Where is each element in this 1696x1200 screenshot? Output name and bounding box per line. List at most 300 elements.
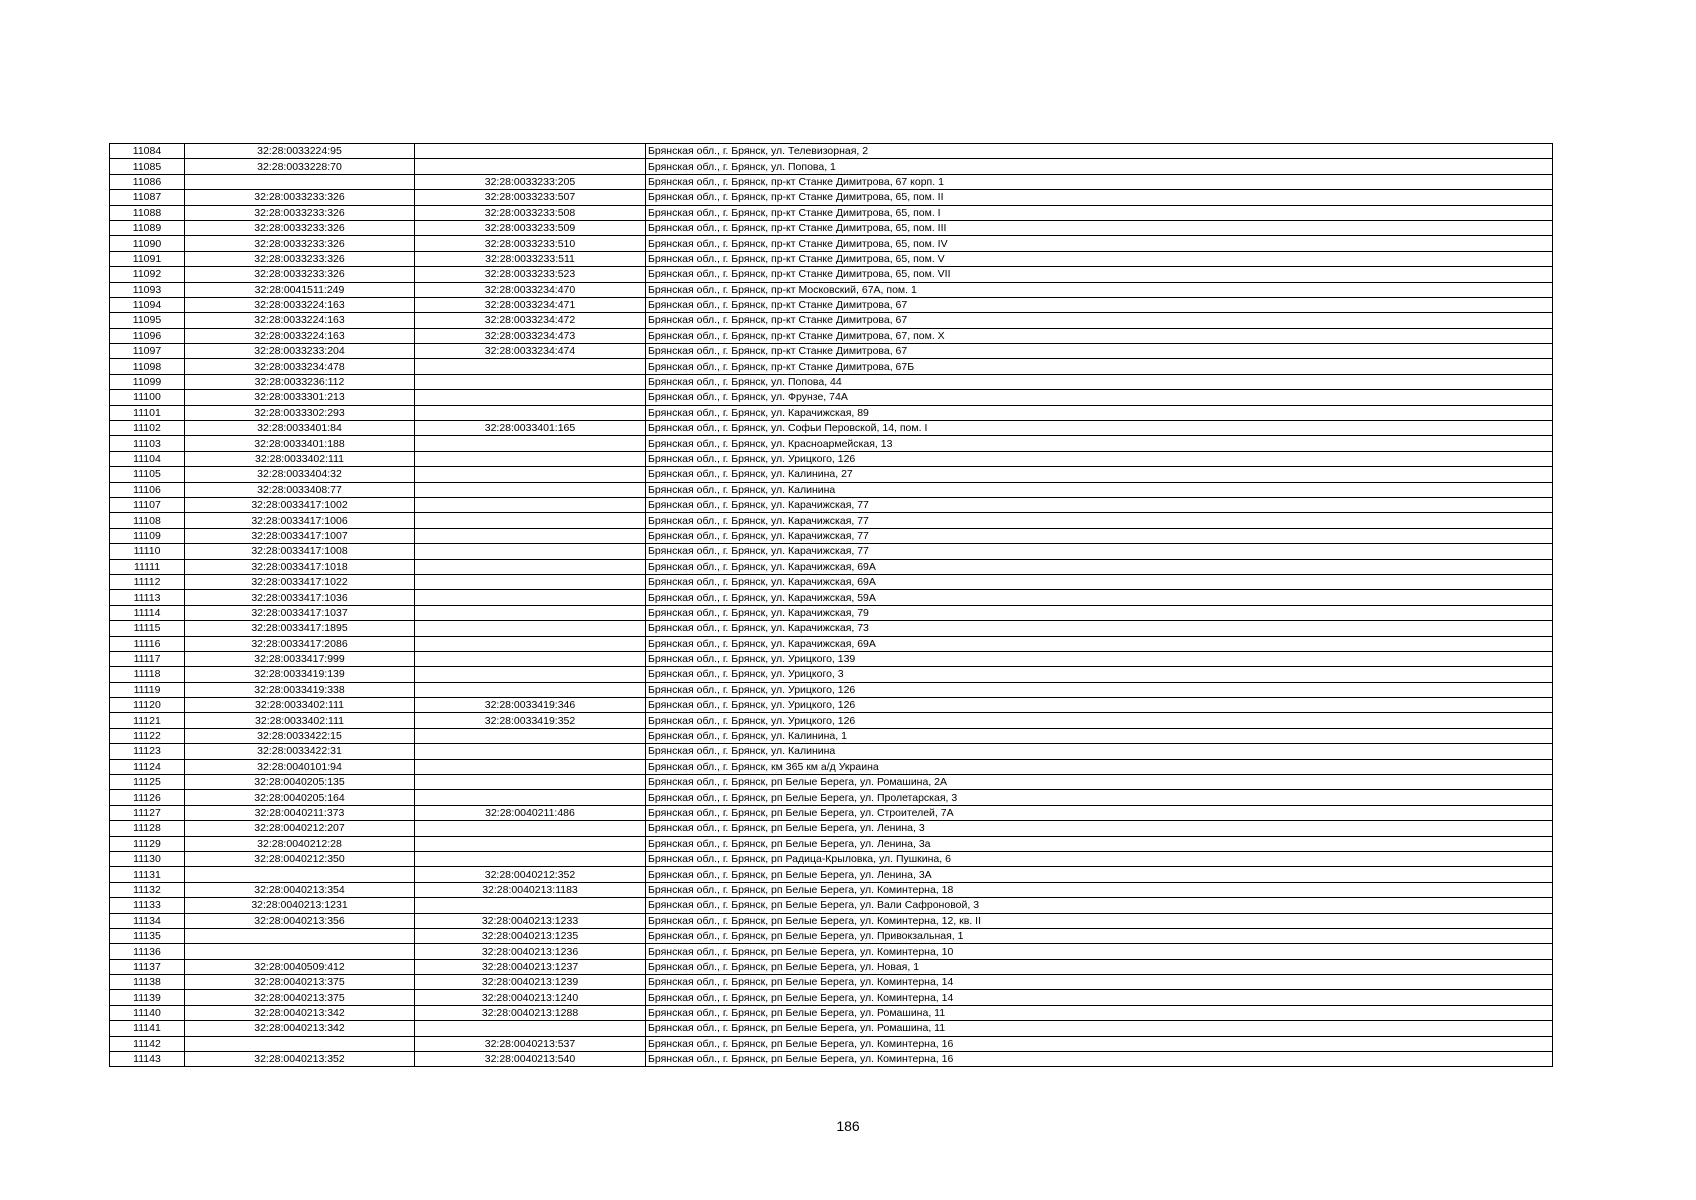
table-row [110, 898, 1553, 913]
table-row [110, 867, 1553, 882]
row-number-cell: 11112 [110, 574, 185, 589]
table-row [110, 405, 1553, 420]
table-row [110, 928, 1553, 943]
object-cadastral-number-cell: 32:28:0033234:473 [415, 328, 646, 343]
object-cadastral-number-cell [415, 405, 646, 420]
row-number-cell: 11134 [110, 913, 185, 928]
object-cadastral-number-cell: 32:28:0033233:509 [415, 220, 646, 235]
cadastral-number-cell: 32:28:0033301:213 [185, 390, 415, 405]
cadastral-number-cell: 32:28:0033422:31 [185, 744, 415, 759]
object-cadastral-number-cell [415, 482, 646, 497]
address-cell: Брянская обл., г. Брянск, рп Белые Берега, ул. Ромашина, 2А [646, 775, 1553, 790]
table-row [110, 313, 1553, 328]
table-row [110, 1021, 1553, 1036]
table-row [110, 174, 1553, 189]
object-cadastral-number-cell: 32:28:0040213:1233 [415, 913, 646, 928]
table-row [110, 205, 1553, 220]
cadastral-number-cell: 32:28:0040213:375 [185, 990, 415, 1005]
address-cell: Брянская обл., г. Брянск, ул. Урицкого, 126 [646, 713, 1553, 728]
address-cell: Брянская обл., г. Брянск, ул. Урицкого, 3 [646, 667, 1553, 682]
row-number-cell: 11129 [110, 836, 185, 851]
object-cadastral-number-cell [415, 605, 646, 620]
cadastral-number-cell: 32:28:0040212:28 [185, 836, 415, 851]
table-row [110, 467, 1553, 482]
address-cell: Брянская обл., г. Брянск, рп Белые Берега, ул. Ромашина, 11 [646, 1021, 1553, 1036]
object-cadastral-number-cell: 32:28:0040213:1240 [415, 990, 646, 1005]
row-number-cell: 11092 [110, 267, 185, 282]
object-cadastral-number-cell: 32:28:0040213:1236 [415, 944, 646, 959]
row-number-cell: 11116 [110, 636, 185, 651]
row-number-cell: 11099 [110, 374, 185, 389]
object-cadastral-number-cell [415, 497, 646, 512]
row-number-cell: 11123 [110, 744, 185, 759]
object-cadastral-number-cell [415, 775, 646, 790]
row-number-cell: 11096 [110, 328, 185, 343]
row-number-cell: 11138 [110, 975, 185, 990]
table-row [110, 913, 1553, 928]
object-cadastral-number-cell [415, 528, 646, 543]
object-cadastral-number-cell [415, 682, 646, 697]
object-cadastral-number-cell: 32:28:0040213:1183 [415, 882, 646, 897]
row-number-cell: 11137 [110, 959, 185, 974]
cadastral-number-cell: 32:28:0033233:326 [185, 236, 415, 251]
object-cadastral-number-cell: 32:28:0033234:474 [415, 344, 646, 359]
table-row [110, 698, 1553, 713]
address-cell: Брянская обл., г. Брянск, ул. Софьи Перовской, 14, пом. I [646, 421, 1553, 436]
table-row [110, 975, 1553, 990]
table-row [110, 1036, 1553, 1051]
object-cadastral-number-cell: 32:28:0033233:523 [415, 267, 646, 282]
address-cell: Брянская обл., г. Брянск, ул. Калинина, 27 [646, 467, 1553, 482]
table-row [110, 636, 1553, 651]
table-row [110, 513, 1553, 528]
table-row [110, 374, 1553, 389]
cadastral-number-cell: 32:28:0040212:207 [185, 821, 415, 836]
row-number-cell: 11098 [110, 359, 185, 374]
cadastral-number-cell: 32:28:0033233:204 [185, 344, 415, 359]
cadastral-number-cell: 32:28:0033419:338 [185, 682, 415, 697]
object-cadastral-number-cell [415, 451, 646, 466]
cadastral-number-cell: 32:28:0040213:352 [185, 1052, 415, 1067]
row-number-cell: 11097 [110, 344, 185, 359]
object-cadastral-number-cell: 32:28:0033233:511 [415, 251, 646, 266]
address-cell: Брянская обл., г. Брянск, рп Белые Берега, ул. Ленина, 3А [646, 867, 1553, 882]
object-cadastral-number-cell [415, 544, 646, 559]
table-row [110, 959, 1553, 974]
address-cell: Брянская обл., г. Брянск, рп Белые Берега, ул. Коминтерна, 18 [646, 882, 1553, 897]
row-number-cell: 11102 [110, 421, 185, 436]
row-number-cell: 11088 [110, 205, 185, 220]
object-cadastral-number-cell [415, 636, 646, 651]
cadastral-number-cell: 32:28:0040509:412 [185, 959, 415, 974]
table-row [110, 236, 1553, 251]
row-number-cell: 11085 [110, 159, 185, 174]
row-number-cell: 11105 [110, 467, 185, 482]
object-cadastral-number-cell: 32:28:0040211:486 [415, 805, 646, 820]
table-row [110, 790, 1553, 805]
address-cell: Брянская обл., г. Брянск, ул. Карачижская, 77 [646, 497, 1553, 512]
address-cell: Брянская обл., г. Брянск, ул. Карачижская, 59А [646, 590, 1553, 605]
row-number-cell: 11095 [110, 313, 185, 328]
object-cadastral-number-cell: 32:28:0033234:470 [415, 282, 646, 297]
address-cell: Брянская обл., г. Брянск, рп Белые Берега, ул. Коминтерна, 14 [646, 975, 1553, 990]
address-cell: Брянская обл., г. Брянск, ул. Урицкого, 126 [646, 682, 1553, 697]
object-cadastral-number-cell [415, 790, 646, 805]
table-row [110, 1052, 1553, 1067]
table-row [110, 990, 1553, 1005]
cadastral-number-cell: 32:28:0033417:1002 [185, 497, 415, 512]
row-number-cell: 11108 [110, 513, 185, 528]
row-number-cell: 11110 [110, 544, 185, 559]
address-cell: Брянская обл., г. Брянск, ул. Карачижская, 79 [646, 605, 1553, 620]
address-cell: Брянская обл., г. Брянск, рп Белые Берега, ул. Строителей, 7А [646, 805, 1553, 820]
table-row [110, 728, 1553, 743]
row-number-cell: 11130 [110, 851, 185, 866]
row-number-cell: 11106 [110, 482, 185, 497]
table-row [110, 667, 1553, 682]
cadastral-number-cell: 32:28:0040213:356 [185, 913, 415, 928]
table-row [110, 297, 1553, 312]
table-row [110, 220, 1553, 235]
table-row [110, 574, 1553, 589]
cadastral-number-cell: 32:28:0033417:1018 [185, 559, 415, 574]
address-cell: Брянская обл., г. Брянск, рп Белые Берега, ул. Новая, 1 [646, 959, 1553, 974]
address-cell: Брянская обл., г. Брянск, рп Белые Берега, ул. Вали Сафроновой, 3 [646, 898, 1553, 913]
table-row [110, 944, 1553, 959]
cadastral-number-cell [185, 944, 415, 959]
row-number-cell: 11114 [110, 605, 185, 620]
address-cell: Брянская обл., г. Брянск, рп Белые Берега, ул. Коминтерна, 16 [646, 1036, 1553, 1051]
table-row [110, 821, 1553, 836]
object-cadastral-number-cell [415, 467, 646, 482]
row-number-cell: 11109 [110, 528, 185, 543]
address-cell: Брянская обл., г. Брянск, пр-кт Московский, 67А, пом. 1 [646, 282, 1553, 297]
row-number-cell: 11132 [110, 882, 185, 897]
cadastral-number-cell: 32:28:0033233:326 [185, 205, 415, 220]
cadastral-number-cell: 32:28:0040213:1231 [185, 898, 415, 913]
table-row [110, 651, 1553, 666]
address-cell: Брянская обл., г. Брянск, рп Белые Берега, ул. Коминтерна, 16 [646, 1052, 1553, 1067]
object-cadastral-number-cell [415, 821, 646, 836]
object-cadastral-number-cell [415, 744, 646, 759]
table-row [110, 559, 1553, 574]
row-number-cell: 11107 [110, 497, 185, 512]
object-cadastral-number-cell: 32:28:0033233:205 [415, 174, 646, 189]
address-cell: Брянская обл., г. Брянск, ул. Попова, 44 [646, 374, 1553, 389]
table-row [110, 421, 1553, 436]
object-cadastral-number-cell: 32:28:0040213:1288 [415, 1005, 646, 1020]
address-cell: Брянская обл., г. Брянск, ул. Урицкого, 126 [646, 698, 1553, 713]
address-cell: Брянская обл., г. Брянск, ул. Карачижская, 77 [646, 528, 1553, 543]
cadastral-number-cell: 32:28:0033417:1895 [185, 621, 415, 636]
address-cell: Брянская обл., г. Брянск, ул. Карачижская, 69А [646, 559, 1553, 574]
address-cell: Брянская обл., г. Брянск, рп Белые Берега, ул. Ленина, 3 [646, 821, 1553, 836]
address-cell: Брянская обл., г. Брянск, ул. Калинина [646, 744, 1553, 759]
object-cadastral-number-cell: 32:28:0033419:346 [415, 698, 646, 713]
row-number-cell: 11124 [110, 759, 185, 774]
address-cell: Брянская обл., г. Брянск, ул. Урицкого, 139 [646, 651, 1553, 666]
cadastral-number-cell: 32:28:0033302:293 [185, 405, 415, 420]
cadastral-number-cell [185, 928, 415, 943]
cadastral-number-cell: 32:28:0033224:163 [185, 328, 415, 343]
object-cadastral-number-cell [415, 574, 646, 589]
table-row [110, 282, 1553, 297]
address-cell: Брянская обл., г. Брянск, пр-кт Станке Димитрова, 65, пом. VII [646, 267, 1553, 282]
cadastral-number-cell: 32:28:0040101:94 [185, 759, 415, 774]
object-cadastral-number-cell [415, 590, 646, 605]
table-row [110, 744, 1553, 759]
cadastral-number-cell: 32:28:0040205:164 [185, 790, 415, 805]
row-number-cell: 11118 [110, 667, 185, 682]
table-row [110, 251, 1553, 266]
records-table-body [110, 144, 1553, 1067]
address-cell: Брянская обл., г. Брянск, ул. Карачижская, 73 [646, 621, 1553, 636]
row-number-cell: 11139 [110, 990, 185, 1005]
cadastral-number-cell: 32:28:0041511:249 [185, 282, 415, 297]
table-row [110, 436, 1553, 451]
table-row [110, 267, 1553, 282]
cadastral-number-cell: 32:28:0033234:478 [185, 359, 415, 374]
cadastral-number-cell [185, 867, 415, 882]
address-cell: Брянская обл., г. Брянск, км 365 км а/д Украина [646, 759, 1553, 774]
table-row [110, 359, 1553, 374]
row-number-cell: 11126 [110, 790, 185, 805]
row-number-cell: 11127 [110, 805, 185, 820]
row-number-cell: 11128 [110, 821, 185, 836]
cadastral-number-cell: 32:28:0033417:2086 [185, 636, 415, 651]
cadastral-number-cell: 32:28:0033417:1022 [185, 574, 415, 589]
cadastral-number-cell: 32:28:0033401:188 [185, 436, 415, 451]
address-cell: Брянская обл., г. Брянск, рп Белые Берега, ул. Коминтерна, 10 [646, 944, 1553, 959]
cadastral-number-cell: 32:28:0033408:77 [185, 482, 415, 497]
row-number-cell: 11122 [110, 728, 185, 743]
address-cell: Брянская обл., г. Брянск, пр-кт Станке Димитрова, 65, пом. II [646, 190, 1553, 205]
cadastral-number-cell: 32:28:0040211:373 [185, 805, 415, 820]
object-cadastral-number-cell [415, 359, 646, 374]
address-cell: Брянская обл., г. Брянск, пр-кт Станке Димитрова, 65, пом. III [646, 220, 1553, 235]
address-cell: Брянская обл., г. Брянск, рп Белые Берега, ул. Коминтерна, 12, кв. II [646, 913, 1553, 928]
object-cadastral-number-cell: 32:28:0033419:352 [415, 713, 646, 728]
address-cell: Брянская обл., г. Брянск, рп Белые Берега, ул. Ромашина, 11 [646, 1005, 1553, 1020]
table-row [110, 851, 1553, 866]
cadastral-number-cell: 32:28:0033417:999 [185, 651, 415, 666]
address-cell: Брянская обл., г. Брянск, ул. Карачижская, 89 [646, 405, 1553, 420]
address-cell: Брянская обл., г. Брянск, ул. Телевизорная, 2 [646, 144, 1553, 159]
row-number-cell: 11111 [110, 559, 185, 574]
cadastral-number-cell: 32:28:0040212:350 [185, 851, 415, 866]
address-cell: Брянская обл., г. Брянск, ул. Карачижская, 69А [646, 636, 1553, 651]
cadastral-number-cell: 32:28:0033417:1036 [185, 590, 415, 605]
table-row [110, 390, 1553, 405]
address-cell: Брянская обл., г. Брянск, пр-кт Станке Димитрова, 67 [646, 344, 1553, 359]
records-table [109, 143, 1553, 1067]
cadastral-number-cell: 32:28:0040213:342 [185, 1005, 415, 1020]
address-cell: Брянская обл., г. Брянск, ул. Карачижская, 77 [646, 513, 1553, 528]
object-cadastral-number-cell [415, 621, 646, 636]
object-cadastral-number-cell [415, 836, 646, 851]
address-cell: Брянская обл., г. Брянск, ул. Карачижская, 77 [646, 544, 1553, 559]
cadastral-number-cell: 32:28:0033417:1008 [185, 544, 415, 559]
row-number-cell: 11104 [110, 451, 185, 466]
table-row [110, 451, 1553, 466]
address-cell: Брянская обл., г. Брянск, пр-кт Станке Димитрова, 67, пом. X [646, 328, 1553, 343]
cadastral-number-cell: 32:28:0033417:1007 [185, 528, 415, 543]
address-cell: Брянская обл., г. Брянск, ул. Урицкого, 126 [646, 451, 1553, 466]
object-cadastral-number-cell [415, 436, 646, 451]
table-row [110, 344, 1553, 359]
cadastral-number-cell: 32:28:0033233:326 [185, 220, 415, 235]
row-number-cell: 11119 [110, 682, 185, 697]
address-cell: Брянская обл., г. Брянск, пр-кт Станке Димитрова, 67 [646, 313, 1553, 328]
row-number-cell: 11141 [110, 1021, 185, 1036]
object-cadastral-number-cell [415, 144, 646, 159]
row-number-cell: 11086 [110, 174, 185, 189]
object-cadastral-number-cell [415, 390, 646, 405]
cadastral-number-cell: 32:28:0033417:1037 [185, 605, 415, 620]
cadastral-number-cell: 32:28:0033233:326 [185, 190, 415, 205]
cadastral-number-cell: 32:28:0033233:326 [185, 267, 415, 282]
address-cell: Брянская обл., г. Брянск, ул. Фрунзе, 74А [646, 390, 1553, 405]
object-cadastral-number-cell: 32:28:0033233:510 [415, 236, 646, 251]
table-row [110, 482, 1553, 497]
row-number-cell: 11135 [110, 928, 185, 943]
row-number-cell: 11103 [110, 436, 185, 451]
row-number-cell: 11125 [110, 775, 185, 790]
table-row [110, 144, 1553, 159]
object-cadastral-number-cell: 32:28:0040212:352 [415, 867, 646, 882]
cadastral-number-cell [185, 1036, 415, 1051]
address-cell: Брянская обл., г. Брянск, ул. Карачижская, 69А [646, 574, 1553, 589]
row-number-cell: 11100 [110, 390, 185, 405]
table-row [110, 759, 1553, 774]
cadastral-number-cell: 32:28:0033224:163 [185, 297, 415, 312]
cadastral-number-cell: 32:28:0033402:111 [185, 713, 415, 728]
object-cadastral-number-cell [415, 898, 646, 913]
cadastral-number-cell: 32:28:0033228:70 [185, 159, 415, 174]
address-cell: Брянская обл., г. Брянск, рп Белые Берега, ул. Ленина, 3а [646, 836, 1553, 851]
row-number-cell: 11121 [110, 713, 185, 728]
cadastral-number-cell: 32:28:0033224:95 [185, 144, 415, 159]
object-cadastral-number-cell: 32:28:0033234:471 [415, 297, 646, 312]
object-cadastral-number-cell: 32:28:0040213:1239 [415, 975, 646, 990]
row-number-cell: 11117 [110, 651, 185, 666]
address-cell: Брянская обл., г. Брянск, ул. Калинина, 1 [646, 728, 1553, 743]
row-number-cell: 11120 [110, 698, 185, 713]
row-number-cell: 11115 [110, 621, 185, 636]
address-cell: Брянская обл., г. Брянск, рп Белые Берега, ул. Привокзальная, 1 [646, 928, 1553, 943]
row-number-cell: 11133 [110, 898, 185, 913]
object-cadastral-number-cell [415, 759, 646, 774]
table-row [110, 590, 1553, 605]
cadastral-number-cell: 32:28:0040213:354 [185, 882, 415, 897]
row-number-cell: 11091 [110, 251, 185, 266]
object-cadastral-number-cell: 32:28:0033233:507 [415, 190, 646, 205]
cadastral-number-cell: 32:28:0033224:163 [185, 313, 415, 328]
page-number: 186 [836, 1118, 860, 1134]
table-row [110, 497, 1553, 512]
object-cadastral-number-cell: 32:28:0040213:1237 [415, 959, 646, 974]
address-cell: Брянская обл., г. Брянск, рп Радица-Крыловка, ул. Пушкина, 6 [646, 851, 1553, 866]
cadastral-number-cell: 32:28:0033419:139 [185, 667, 415, 682]
row-number-cell: 11113 [110, 590, 185, 605]
object-cadastral-number-cell [415, 513, 646, 528]
row-number-cell: 11142 [110, 1036, 185, 1051]
object-cadastral-number-cell: 32:28:0040213:540 [415, 1052, 646, 1067]
row-number-cell: 11087 [110, 190, 185, 205]
cadastral-number-cell: 32:28:0040205:135 [185, 775, 415, 790]
row-number-cell: 11101 [110, 405, 185, 420]
cadastral-number-cell: 32:28:0040213:342 [185, 1021, 415, 1036]
address-cell: Брянская обл., г. Брянск, ул. Попова, 1 [646, 159, 1553, 174]
row-number-cell: 11140 [110, 1005, 185, 1020]
cadastral-number-cell: 32:28:0033404:32 [185, 467, 415, 482]
table-row [110, 1005, 1553, 1020]
address-cell: Брянская обл., г. Брянск, ул. Калинина [646, 482, 1553, 497]
address-cell: Брянская обл., г. Брянск, пр-кт Станке Димитрова, 65, пом. V [646, 251, 1553, 266]
object-cadastral-number-cell: 32:28:0033233:508 [415, 205, 646, 220]
row-number-cell: 11143 [110, 1052, 185, 1067]
object-cadastral-number-cell: 32:28:0040213:1235 [415, 928, 646, 943]
object-cadastral-number-cell [415, 667, 646, 682]
table-row [110, 805, 1553, 820]
address-cell: Брянская обл., г. Брянск, пр-кт Станке Димитрова, 67 корп. 1 [646, 174, 1553, 189]
cadastral-number-cell: 32:28:0033417:1006 [185, 513, 415, 528]
address-cell: Брянская обл., г. Брянск, пр-кт Станке Димитрова, 67Б [646, 359, 1553, 374]
object-cadastral-number-cell: 32:28:0033401:165 [415, 421, 646, 436]
table-row [110, 190, 1553, 205]
address-cell: Брянская обл., г. Брянск, пр-кт Станке Димитрова, 67 [646, 297, 1553, 312]
table-row [110, 528, 1553, 543]
table-row [110, 775, 1553, 790]
cadastral-number-cell: 32:28:0033233:326 [185, 251, 415, 266]
object-cadastral-number-cell: 32:28:0033234:472 [415, 313, 646, 328]
table-row [110, 621, 1553, 636]
row-number-cell: 11094 [110, 297, 185, 312]
table-row [110, 605, 1553, 620]
table-row [110, 682, 1553, 697]
address-cell: Брянская обл., г. Брянск, ул. Красноармейская, 13 [646, 436, 1553, 451]
cadastral-number-cell: 32:28:0040213:375 [185, 975, 415, 990]
table-row [110, 882, 1553, 897]
cadastral-number-cell: 32:28:0033402:111 [185, 698, 415, 713]
cadastral-number-cell [185, 174, 415, 189]
object-cadastral-number-cell [415, 159, 646, 174]
table-row [110, 159, 1553, 174]
address-cell: Брянская обл., г. Брянск, пр-кт Станке Димитрова, 65, пом. IV [646, 236, 1553, 251]
table-row [110, 544, 1553, 559]
row-number-cell: 11090 [110, 236, 185, 251]
row-number-cell: 11089 [110, 220, 185, 235]
address-cell: Брянская обл., г. Брянск, рп Белые Берега, ул. Пролетарская, 3 [646, 790, 1553, 805]
object-cadastral-number-cell [415, 374, 646, 389]
object-cadastral-number-cell [415, 1021, 646, 1036]
table-row [110, 328, 1553, 343]
cadastral-number-cell: 32:28:0033422:15 [185, 728, 415, 743]
row-number-cell: 11131 [110, 867, 185, 882]
address-cell: Брянская обл., г. Брянск, рп Белые Берега, ул. Коминтерна, 14 [646, 990, 1553, 1005]
row-number-cell: 11084 [110, 144, 185, 159]
table-row [110, 836, 1553, 851]
object-cadastral-number-cell: 32:28:0040213:537 [415, 1036, 646, 1051]
object-cadastral-number-cell [415, 851, 646, 866]
cadastral-number-cell: 32:28:0033401:84 [185, 421, 415, 436]
row-number-cell: 11093 [110, 282, 185, 297]
object-cadastral-number-cell [415, 651, 646, 666]
cadastral-number-cell: 32:28:0033236:112 [185, 374, 415, 389]
object-cadastral-number-cell [415, 728, 646, 743]
cadastral-number-cell: 32:28:0033402:111 [185, 451, 415, 466]
row-number-cell: 11136 [110, 944, 185, 959]
